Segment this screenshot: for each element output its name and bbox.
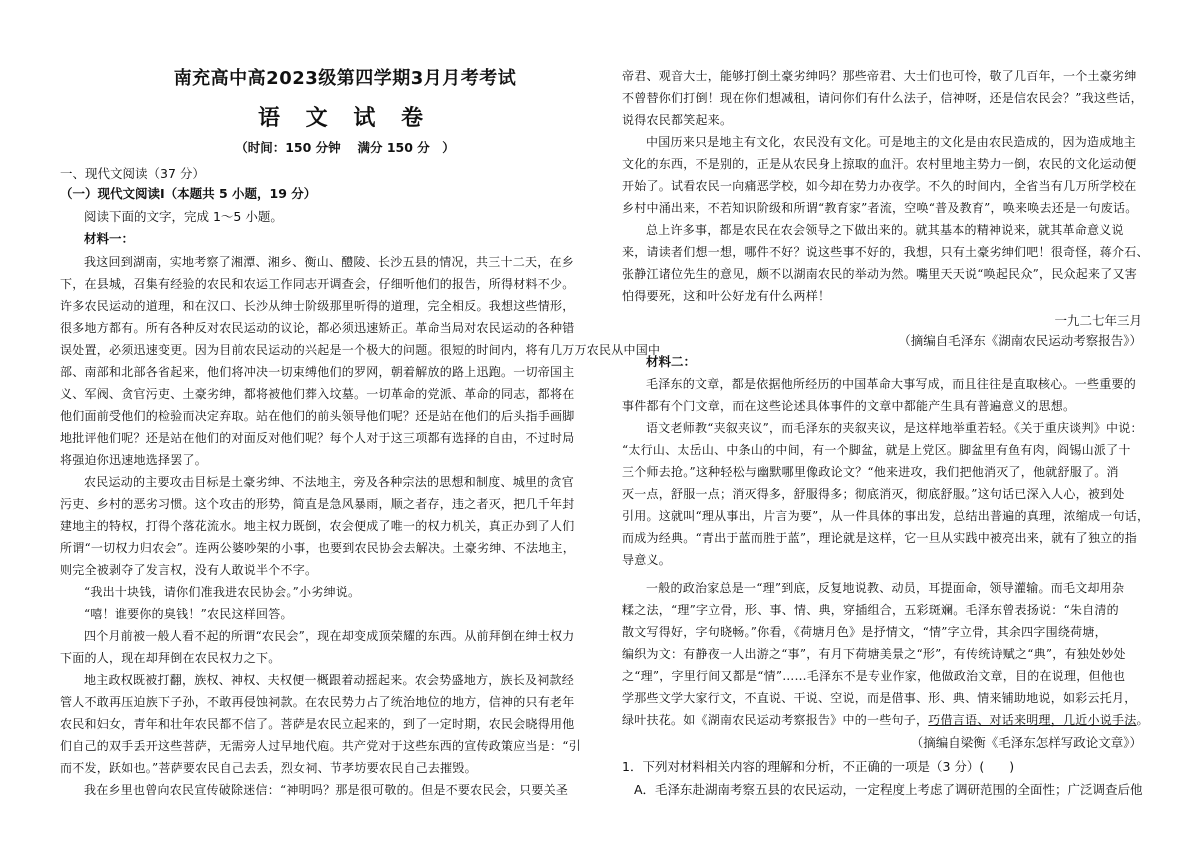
paragraph-line: 很多地方都有。所有各种反对农民运动的议论，都必须迅速矫正。革命当局对农民运动的各种错 bbox=[60, 321, 575, 335]
paragraph-line: 引用。这就叫“理从事出，片言为要”，从一件具体的事出发，总结出普遍的真理，浓缩成一句话， bbox=[622, 509, 1150, 523]
section-heading: 一、现代文阅读（37 分） bbox=[60, 166, 205, 181]
paragraph-line: 而不发，跃如也。”菩萨要农民自己去丢，烈女祠、节孝坊要农民自己去摧毁。 bbox=[60, 761, 477, 775]
paragraph-line: 所谓“一切权力归农会”。连两公婆吵架的小事，也要到农民协会去解决。土豪劣绅、不法地主， bbox=[60, 541, 576, 555]
paragraph-line: 开始了。试看农民一向痛恶学校，如今却在势力办夜学。不久的时间内，全省当有几万所学校在 bbox=[622, 179, 1137, 193]
paragraph-line: 下面的人，现在却拜倒在农民权力之下。 bbox=[60, 651, 281, 665]
paragraph-line: 乡村中涌出来，不若知识阶级和所谓“教育家”者流，空唤“普及教育”，唤来唤去还是一句废话。 bbox=[622, 201, 1138, 215]
paragraph-line: 毛泽东的文章，都是依据他所经历的中国革命大事写成，而且往往是直取核心。一些重要的 bbox=[646, 377, 1137, 391]
paragraph-line: “太行山、太岳山、中条山的中间，有一个脚盆，就是上党区。脚盆里有鱼有肉，阎锡山派了十 bbox=[622, 443, 1131, 457]
paragraph-text: 绿叶扶花。如《湖南农民运动考察报告》中的一些句子， bbox=[622, 713, 929, 727]
paragraph-line: 部、南部和北部各省起来，他们将冲决一切束缚他们的罗网，朝着解放的路上迅跑。一切帝国主 bbox=[60, 365, 575, 379]
paragraph-line: 下，在县城，召集有经验的农民和农运工作同志开调查会，仔细听他们的报告，所得材料不少。 bbox=[60, 277, 575, 291]
paragraph-line: 农民运动的主要攻击目标是土豪劣绅、不法地主，旁及各种宗法的思想和制度、城里的贪官 bbox=[84, 475, 575, 489]
paragraph-line bbox=[622, 711, 1149, 728]
dialogue-line: “我出十块钱，请你们准我进农民协会。”小劣绅说。 bbox=[84, 585, 361, 599]
exam-time-info: （时间：150 分钟 满分 150 分 ） bbox=[235, 140, 455, 155]
paragraph-line: 三个师去抢。”这种轻松与幽默哪里像政论文？“他来进攻，我们把他消灭了，他就舒服了。消 bbox=[622, 465, 1119, 479]
exam-title: 南充高中高2023级第四学期3月月考考试 bbox=[173, 68, 517, 89]
paragraph-line: 义、军阀、贪官污吏、土豪劣绅，都将被他们葬入坟墓。一切革命的党派、革命的同志，都将在 bbox=[60, 387, 575, 401]
paragraph-line: 糅之法，“理”字立骨，形、事、情、典，穿插组合，五彩斑斓。毛泽东曾表扬说：“朱自清的 bbox=[622, 603, 1119, 617]
instruction-text: 阅读下面的文字，完成 1～5 小题。 bbox=[84, 209, 283, 224]
paragraph-line: 则完全被剥夺了发言权，没有人敢说半个不字。 bbox=[60, 563, 318, 577]
question-1-option-a: A．毛泽东赴湖南考察五县的农民运动，一定程度上考虑了调研范围的全面性；广泛调查后他 bbox=[634, 782, 1143, 797]
paragraph-line: 总上许多事，都是农民在农会领导之下做出来的。就其基本的精神说来，就其革命意义说 bbox=[646, 223, 1124, 237]
paragraph-line: 灭一点，舒服一点；消灭得多，舒服得多；彻底消灭，彻底舒服。”这句话已深入人心，被到处 bbox=[622, 487, 1125, 501]
question-1: 1．下列对材料相关内容的理解和分析，不正确的一项是（3 分）( ) bbox=[622, 759, 1015, 774]
paragraph-line: 们自己的双手丢开这些菩萨，无需旁人过早地代庖。共产党对于这些东西的宣传政策应当是：“引 bbox=[60, 739, 581, 753]
paragraph-line: 地批评他们呢？还是站在他们的对面反对他们呢？每个人对于这三项都有选择的自由，不过时局 bbox=[60, 431, 575, 445]
source-citation: （摘编自梁衡《毛泽东怎样写政论文章》） bbox=[910, 735, 1142, 750]
paragraph-line: 语文老师教“夹叙夹议”，而毛泽东的夹叙夹议，是这样地举重若轻。《关于重庆谈判》中说： bbox=[646, 421, 1143, 435]
paragraph-line: 我在乡里也曾向农民宣传破除迷信：“神明吗？那是很可敬的。但是不要农民会，只要关圣 bbox=[84, 783, 569, 797]
paragraph-line: 许多农民运动的道理，和在汉口、长沙从绅士阶级那里听得的道理，完全相反。我想这些情形， bbox=[60, 299, 575, 313]
paragraph-line: 四个月前被一般人看不起的所谓“农民会”，现在却变成顶荣耀的东西。从前拜倒在绅士权力 bbox=[84, 629, 575, 643]
dialogue-line: “嘻！谁要你的臭钱！”农民这样回答。 bbox=[84, 607, 293, 621]
paragraph-line: 一般的政治家总是一“理”到底，反复地说教、动员，耳提面命，领导灌输。而毛文却用杂 bbox=[646, 581, 1125, 595]
paragraph-line: 学那些文学大家行文，不直说、干说、空说，而是借事、形、典、情来铺助地说，如彩云托月， bbox=[622, 691, 1137, 705]
paragraph-line: 文化的东西，不是别的，正是从农民身上掠取的血汗。农村里地主势力一倒，农民的文化运动便 bbox=[622, 157, 1137, 171]
paragraph-line: 散文写得好，字句晓畅。”你看，《荷塘月色》是抒情文，“情”字立骨，其余四字围绕荷塘， bbox=[622, 625, 1107, 639]
paragraph-line: 不曾替你们打倒！现在你们想减租，请问你们有什么法子，信神呀，还是信农民会？”我这些话， bbox=[622, 91, 1143, 105]
paragraph-line: 之“理”，字里行间又都是“情”……毛泽东不是专业作家，他做政治文章，目的在说理，但他也 bbox=[622, 669, 1126, 683]
paragraph-line: 管人不敢再压迫族下子孙，不敢再侵蚀祠款。在农民势力占了统治地位的地方，信神的只有老年 bbox=[60, 695, 575, 709]
paragraph-line: 帝君、观音大士，能够打倒土豪劣绅吗？那些帝君、大士们也可怜，敬了几百年，一个土豪劣绅 bbox=[622, 69, 1137, 83]
punctuation: 。 bbox=[1136, 713, 1149, 727]
paragraph-line: 将强迫你迅速地选择罢了。 bbox=[60, 453, 208, 467]
article-date: 一九二七年三月 bbox=[1054, 313, 1142, 328]
paragraph-line: 编织为文：有静夜一人出游之“事”，有月下荷塘美景之“形”，有传统诗赋之“典”，有独处妙处 bbox=[622, 647, 1126, 661]
paragraph-line: 中国历来只是地主有文化，农民没有文化。可是地主的文化是由农民造成的，因为造成地主 bbox=[646, 135, 1137, 149]
material1-label: 材料一： bbox=[84, 231, 135, 246]
paragraph-line: 我这回到湖南，实地考察了湘潭、湘乡、衡山、醴陵、长沙五县的情况，共三十二天，在乡 bbox=[84, 255, 575, 269]
paragraph-line: 怕得要死，这和叶公好龙有什么两样！ bbox=[622, 289, 831, 303]
paragraph-line: 而成为经典。“青出于蓝而胜于蓝”，理论就是这样，它一旦从实践中被亮出来，就有了独立的指 bbox=[622, 531, 1138, 545]
paragraph-line: 农民和妇女，青年和壮年农民都不信了。菩萨是农民立起来的，到了一定时期，农民会晓得用他 bbox=[60, 717, 575, 731]
paragraph-line: 地主政权既被打翻，族权、神权、夫权便一概跟着动摇起来。农会势盛地方，族长及祠款经 bbox=[84, 673, 575, 687]
underlined-text: 巧借言语、对话来明理，几近小说手法 bbox=[928, 713, 1137, 727]
paragraph-line: 张静江诸位先生的意见，颇不以湖南农民的举动为然。嘴里天天说“唤起民众”，民众起来了又害 bbox=[622, 267, 1138, 281]
paragraph-line: 导意义。 bbox=[622, 553, 672, 567]
paragraph-line: 建地主的特权，打得个落花流水。地主权力既倒，农会便成了唯一的权力机关，真正办到了人们 bbox=[60, 519, 575, 533]
source-citation: （摘编自毛泽东《湖南农民运动考察报告》） bbox=[898, 333, 1142, 348]
paragraph-line: 污吏、乡村的恶劣习惯。这个攻击的形势，简直是急风暴雨，顺之者存，违之者灭，把几千年封 bbox=[60, 497, 575, 511]
paragraph-line: 说得农民都笑起来。 bbox=[622, 113, 733, 127]
paragraph-line: 事件都有个门文章，而在这些论述具体事件的文章中都能产生具有普遍意义的思想。 bbox=[622, 399, 1076, 413]
exam-subtitle: 语 文 试 卷 bbox=[258, 106, 432, 131]
material2-label: 材料二： bbox=[646, 354, 697, 369]
paragraph-line: 来，请读者们想一想，哪件不好？说这些事不好的，我想，只有土豪劣绅们吧！很奇怪，蒋介石、 bbox=[622, 245, 1149, 259]
subsection-heading: （一）现代文阅读Ⅰ（本题共 5 小题，19 分） bbox=[60, 186, 317, 201]
paragraph-line: 误处置，必须迅速变更。因为目前农民运动的兴起是一个极大的问题。很短的时间内，将有几万万农民从中国中 bbox=[60, 343, 661, 357]
paragraph-line: 他们面前受他们的检验而决定弃取。站在他们的前头领导他们呢？还是站在他们的后头指手画脚 bbox=[60, 409, 575, 423]
